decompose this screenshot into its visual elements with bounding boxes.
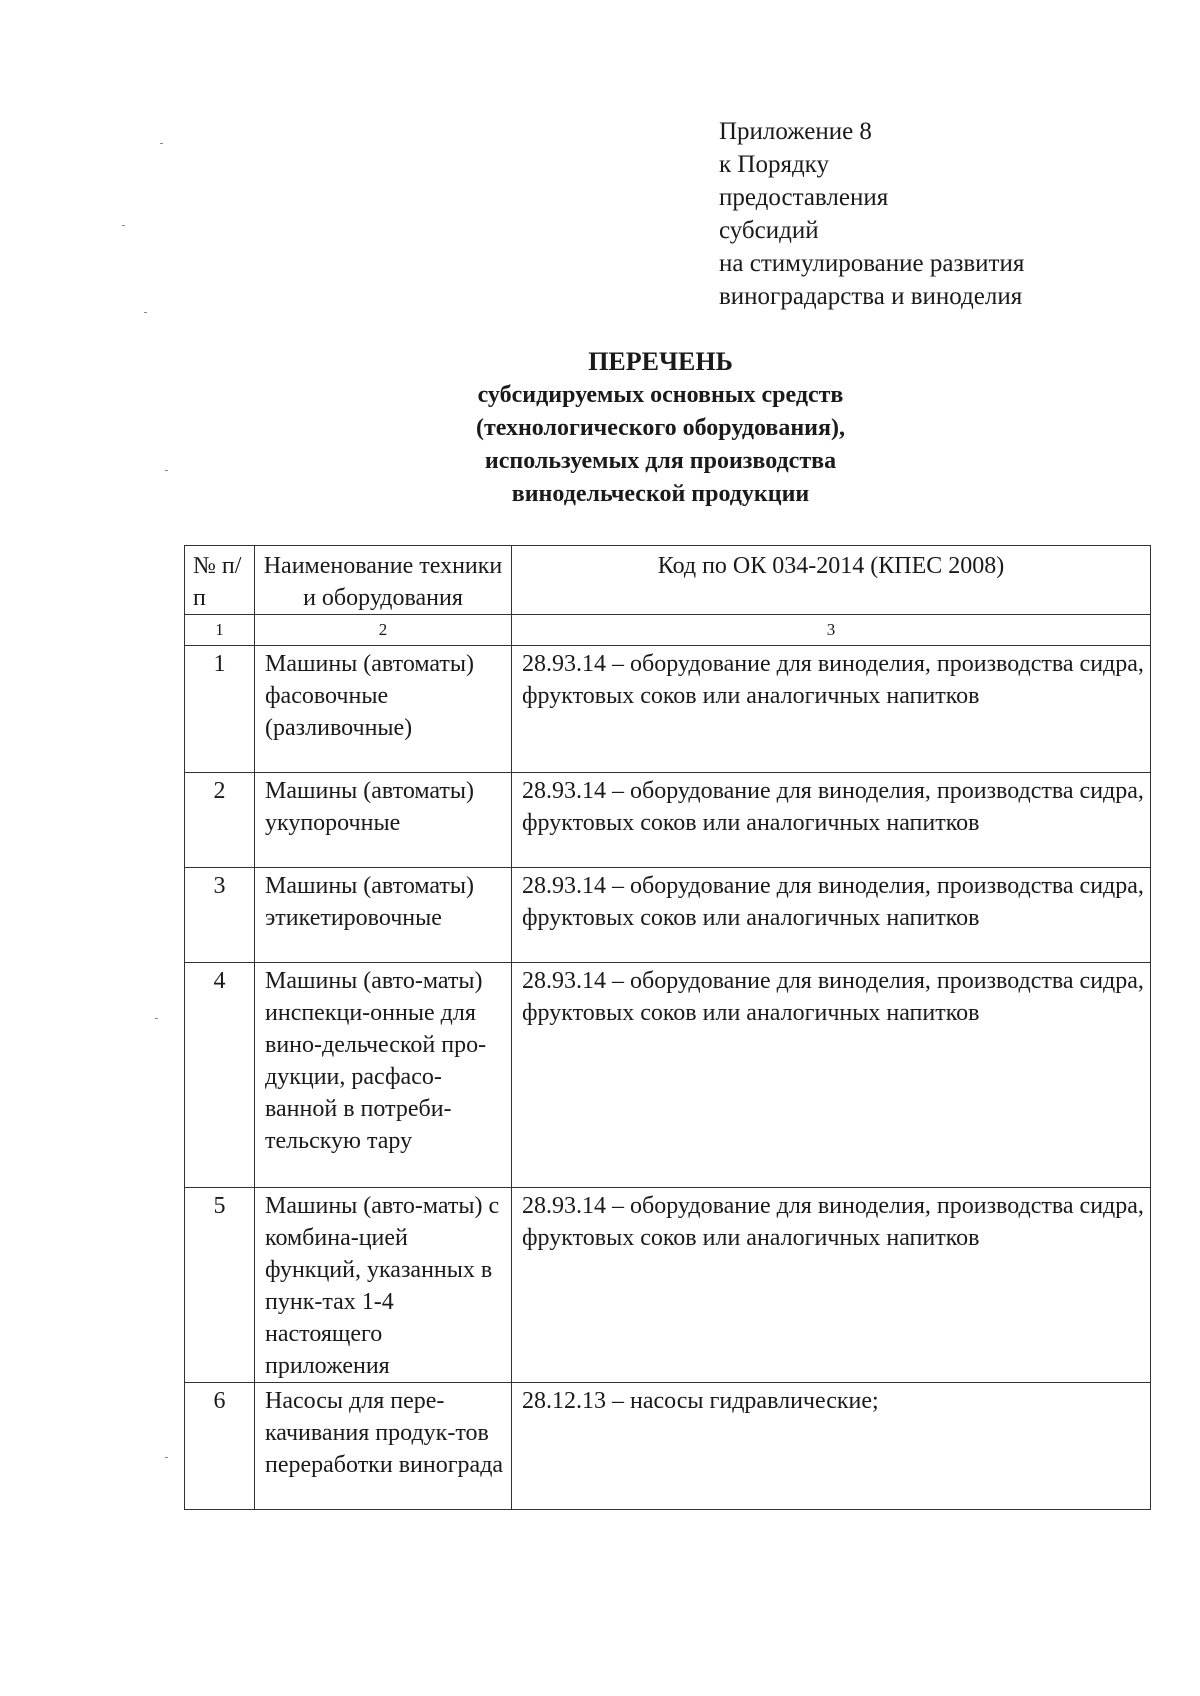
title-subtitle-line: винодельческой продукции bbox=[511, 481, 810, 507]
table-row bbox=[185, 646, 1151, 773]
column-number: 1 bbox=[185, 615, 255, 646]
scan-speck bbox=[165, 1457, 168, 1458]
row-name: Машины (автоматы) укупорочные bbox=[255, 773, 512, 868]
scan-speck bbox=[122, 225, 125, 226]
annex-line: предоставления bbox=[719, 184, 889, 211]
scan-speck bbox=[165, 470, 168, 471]
row-code: 28.12.13 – насосы гидравлические; bbox=[512, 1383, 1151, 1510]
row-number: 6 bbox=[185, 1383, 255, 1510]
row-code: 28.93.14 – оборудование для виноделия, производства сидра, фруктовых соков или аналогичных напитков bbox=[512, 646, 1151, 773]
scan-speck bbox=[144, 312, 147, 313]
equipment-table bbox=[184, 545, 1151, 1510]
document-title bbox=[0, 345, 1200, 511]
column-number-row bbox=[185, 615, 1151, 646]
row-number: 2 bbox=[185, 773, 255, 868]
row-code: 28.93.14 – оборудование для виноделия, производства сидра, фруктовых соков или аналогичных напитков bbox=[512, 773, 1151, 868]
column-number: 3 bbox=[512, 615, 1151, 646]
row-code: 28.93.14 – оборудование для виноделия, производства сидра, фруктовых соков или аналогичных напитков bbox=[512, 963, 1151, 1188]
title-subtitle-line: субсидируемых основных средств bbox=[477, 382, 844, 408]
table-row bbox=[185, 1383, 1151, 1510]
annex-line: Приложение 8 bbox=[719, 118, 872, 145]
title-main: ПЕРЕЧЕНЬ bbox=[588, 347, 733, 376]
column-number: 2 bbox=[255, 615, 512, 646]
row-code: 28.93.14 – оборудование для виноделия, производства сидра, фруктовых соков или аналогичных напитков bbox=[512, 1188, 1151, 1383]
title-subtitle-line: используемых для производства bbox=[484, 448, 837, 474]
row-code: 28.93.14 – оборудование для виноделия, производства сидра, фруктовых соков или аналогичных напитков bbox=[512, 868, 1151, 963]
row-name: Машины (авто-маты) инспекци-онные для вино-дельческой про-дукции, расфасо-ванной в потреби-тельскую тару bbox=[255, 963, 512, 1188]
row-number: 4 bbox=[185, 963, 255, 1188]
scan-speck bbox=[155, 1018, 158, 1019]
header-code: Код по ОК 034-2014 (КПЕС 2008) bbox=[512, 546, 1151, 615]
row-number: 5 bbox=[185, 1188, 255, 1383]
row-name: Насосы для пере-качивания продук-тов переработки винограда bbox=[255, 1383, 512, 1510]
title-subtitle-line: (технологического оборудования), bbox=[476, 415, 845, 441]
annex-line: к Порядку bbox=[719, 151, 829, 178]
header-number: № п/п bbox=[185, 546, 255, 615]
row-number: 3 bbox=[185, 868, 255, 963]
scan-speck bbox=[160, 143, 163, 144]
annex-line: на стимулирование развития bbox=[719, 250, 1025, 277]
row-name: Машины (автоматы) фасовочные (разливочные) bbox=[255, 646, 512, 773]
row-name: Машины (авто-маты) с комбина-цией функций, указанных в пунк-тах 1-4 настоящего приложения bbox=[255, 1188, 512, 1383]
table-row bbox=[185, 868, 1151, 963]
table-row bbox=[185, 1188, 1151, 1383]
annex-reference bbox=[719, 115, 1024, 313]
annex-line: виноградарства и виноделия bbox=[719, 283, 1023, 310]
table-row bbox=[185, 963, 1151, 1188]
annex-line: субсидий bbox=[719, 217, 819, 244]
table-header-row bbox=[185, 546, 1151, 615]
row-name: Машины (автоматы) этикетировочные bbox=[255, 868, 512, 963]
header-name: Наименование техники и оборудования bbox=[255, 546, 512, 615]
row-number: 1 bbox=[185, 646, 255, 773]
table-row bbox=[185, 773, 1151, 868]
